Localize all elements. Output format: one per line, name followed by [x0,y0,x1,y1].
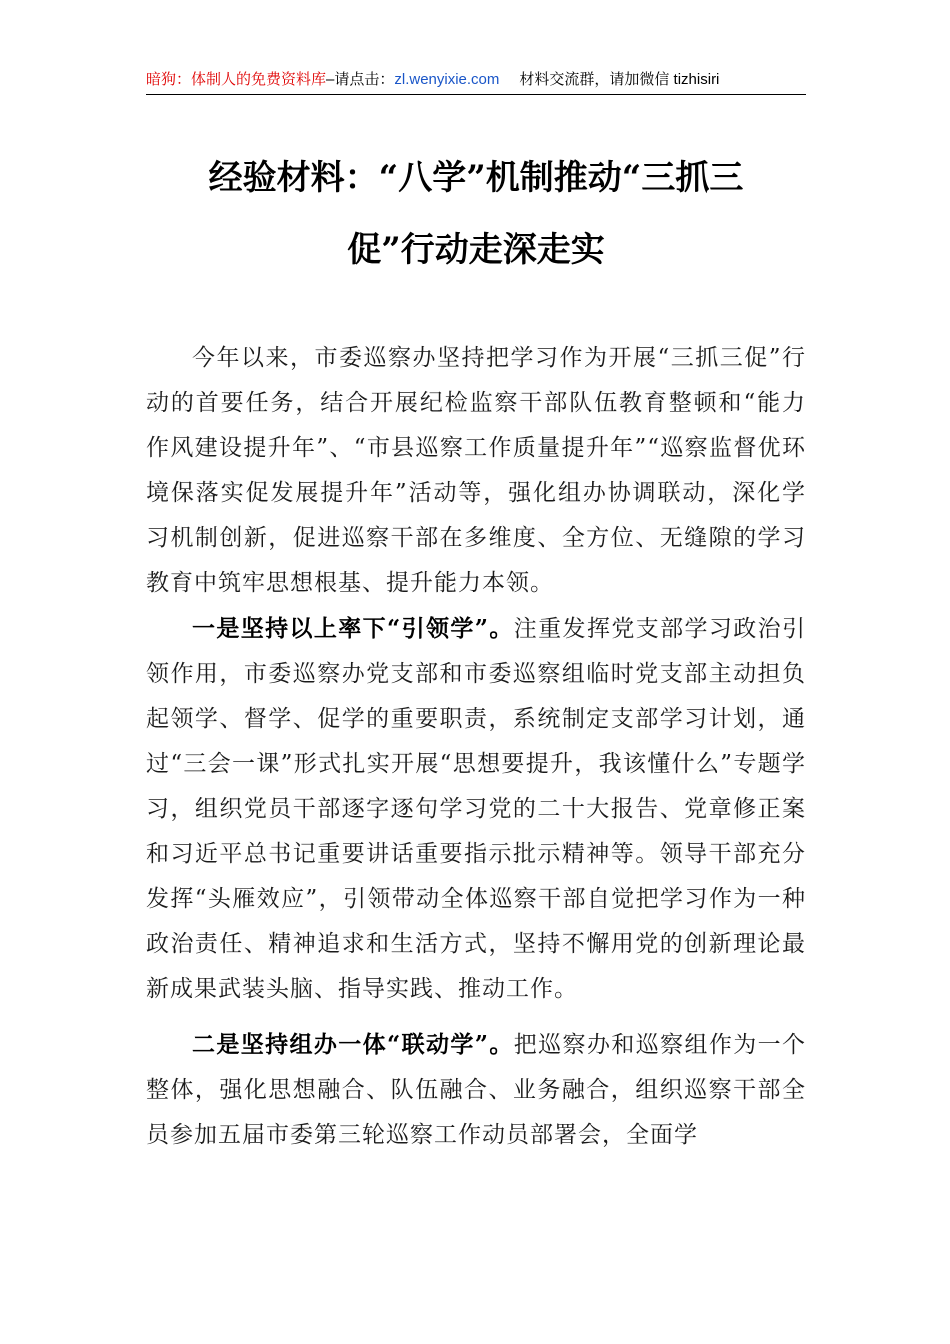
page-header [146,66,806,95]
paragraph-intro [146,336,806,606]
paragraph-one [146,606,806,1012]
document-title-line-2: 促”行动走深走实 [347,230,605,270]
paragraph-lead: 二是坚持组办一体“联动学”。 [192,1031,514,1058]
paragraph-text: 注重发挥党支部学习政治引领作用，市委巡察办党支部和市委巡察组临时党支部主动担负起领学、督学、促学的重要职责，系统制定支部学习计划，通过“三会一课”形式扎实开展“思想要提升，我该懂什么”专题学习，组织党员干部逐字逐句学习党的二十大报告、党章修正案和习近平总书记重要讲话重要指示批示精神等。领导干部充分发挥“头雁效应”，引领带动全体巡察干部自觉把学习作为一种政治责任、精神追求和生活方式，坚持不懈用党的创新理论最新成果武装头脑、指导实践、推动工作。 [146,616,806,1002]
header-contact: 材料交流群，请加微信 tizhisiri [519,71,720,88]
paragraph-two [146,1022,806,1158]
paragraph-text: 把巡察办和巡察组作为一个整体，强化思想融合、队伍融合、业务融合，组织巡察干部全员参加五届市委第三轮巡察工作动员部署会，全面学 [146,1032,806,1148]
header-prompt: –请点击： [326,71,395,88]
paragraph-lead: 一是坚持以上率下“引领学”。 [192,615,514,642]
header-link[interactable]: zl.wenyixie.com [394,71,500,88]
paragraph-text: 今年以来，市委巡察办坚持把学习作为开展“三抓三促”行动的首要任务，结合开展纪检监察干部队伍教育整顿和“能力作风建设提升年”、“市县巡察工作质量提升年”“巡察监督优环境保落实促发展提升年”活动等，强化组办协调联动，深化学习机制创新，促进巡察干部在多维度、全方位、无缝隙的学习教育中筑牢思想根基、提升能力本领。 [146,345,806,596]
document-body [146,336,806,1158]
document-title-line-1: 经验材料：“八学”机制推动“三抓三 [208,158,744,198]
header-site-name: 暗狗：体制人的免费资料库 [146,71,327,88]
